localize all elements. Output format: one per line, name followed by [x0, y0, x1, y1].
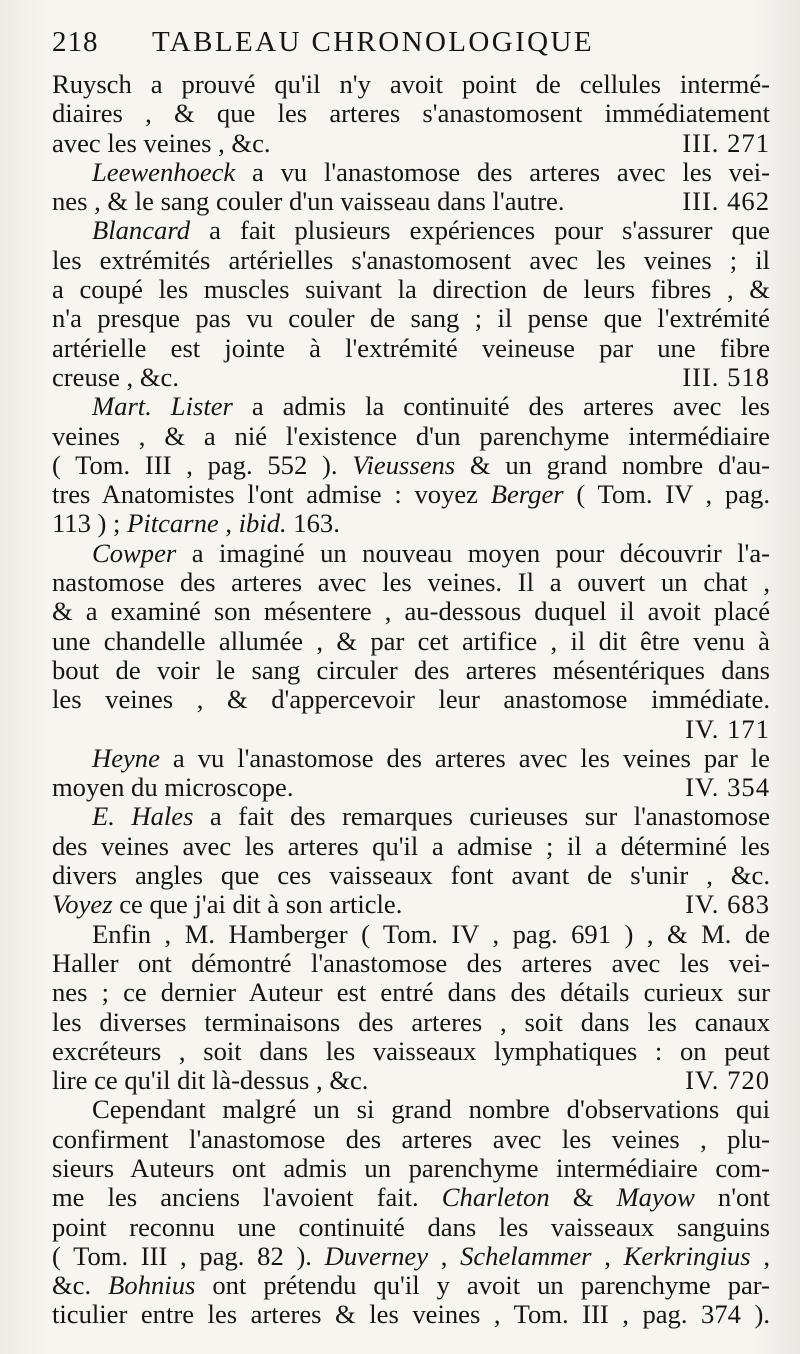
text-line — [52, 744, 770, 773]
text-line: une chandelle allumée , & par cet artifice , il dit être venu à — [52, 625, 770, 656]
paragraph-lister — [52, 392, 770, 538]
reference: IV. 171 — [685, 713, 770, 744]
line-text: , — [218, 508, 239, 539]
reference: III. 271 — [682, 127, 770, 158]
author-name: Bohnius — [108, 1270, 196, 1301]
voyez-word: Voyez — [52, 889, 113, 920]
text-line — [52, 1183, 770, 1212]
line-text: & — [549, 1182, 617, 1213]
line-text: , — [750, 1240, 770, 1271]
author-name: Mayow — [616, 1182, 695, 1213]
text-line — [52, 129, 770, 158]
text-line — [52, 187, 770, 216]
reference: IV. 720 — [685, 1065, 770, 1096]
text-line: bout de voir le sang circuler des arteres mésentériques dans — [52, 654, 770, 685]
paragraph-hales — [52, 802, 770, 919]
text-line: les veines , & d'appercevoir leur anastomose immédiate. — [52, 684, 770, 715]
author-name: Charleton — [441, 1182, 550, 1213]
line-text — [52, 890, 402, 919]
text-line — [52, 1242, 770, 1271]
text-line: Enfin , M. Hamberger ( Tom. IV , pag. 691 ) , & M. de — [92, 918, 770, 949]
paragraph-hamberger-haller — [52, 920, 770, 1096]
text-line — [52, 480, 770, 509]
line-text: & un grand nombre d'au- — [455, 449, 770, 480]
line-text — [52, 509, 340, 538]
text-line: n'a presque pas vu couler de sang ; il pense que l'extrémité — [52, 303, 770, 334]
line-text: a fait des remarques curieuses sur l'anastomose — [193, 801, 770, 832]
reference: III. 462 — [682, 186, 770, 217]
page-number: 218 — [52, 26, 99, 58]
author-name: E. Hales — [92, 801, 194, 832]
line-text: 163. — [286, 508, 340, 539]
text-line: des veines avec les arteres qu'il a admise ; il a déterminé les — [52, 830, 770, 861]
author-name: Schelammer — [460, 1240, 592, 1271]
author-name: Cowper — [92, 537, 177, 568]
text-line: sieurs Auteurs ont admis un parenchyme intermédiaire com- — [52, 1152, 770, 1183]
paragraph-ruysch — [52, 70, 770, 158]
line-text: ont prétendu qu'il y avoit un parenchyme par- — [195, 1270, 770, 1301]
line-text: , — [428, 1240, 461, 1271]
text-line — [52, 715, 770, 744]
text-line: Haller ont démontré l'anastomose des arteres avec les vei- — [52, 947, 770, 978]
text-line: divers angles que ces vaisseaux font avant de s'unir , &c. — [52, 860, 770, 891]
text-line: ticulier entre les arteres & les veines , Tom. III , pag. 374 ). — [52, 1299, 770, 1330]
body-text — [52, 70, 770, 1330]
line-text: a imaginé un nouveau moyen pour découvrir l'a- — [176, 537, 770, 568]
text-line — [52, 158, 770, 187]
text-line: point reconnu une continuité dans les vaisseaux sanguins — [52, 1211, 770, 1242]
author-name: Blancard — [92, 215, 190, 246]
paragraph-cowper — [52, 539, 770, 744]
text-line: & a examiné son mésentere , au-dessous duquel il avoit placé — [52, 596, 770, 627]
author-name: Duverney — [324, 1240, 429, 1271]
paragraph-cependant — [52, 1095, 770, 1329]
text-line: veines , & a nié l'existence d'un parenchyme intermédiaire — [52, 420, 770, 451]
text-line: a coupé les muscles suivant la direction de leurs fibres , & — [52, 274, 770, 305]
line-text: , — [591, 1240, 624, 1271]
line-text: lire ce qu'il dit là-dessus , &c. — [52, 1065, 369, 1096]
text-line — [52, 539, 770, 568]
reference: III. 518 — [682, 361, 770, 392]
line-text: a fait plusieurs expériences pour s'assurer que — [190, 215, 770, 246]
reference: IV. 354 — [685, 772, 770, 803]
author-name: Leewenhoeck — [92, 156, 236, 187]
line-text: ce que j'ai dit à son article. — [112, 889, 403, 920]
line-text: creuse , &c. — [52, 361, 179, 392]
line-text: ( Tom. III , pag. 82 ). — [52, 1240, 325, 1271]
reference: IV. 683 — [685, 889, 770, 920]
line-text: a vu l'anastomose des arteres avec les veines par le — [159, 742, 770, 773]
paragraph-leewenhoeck — [52, 158, 770, 217]
ibid-abbrev: ibid. — [238, 508, 287, 539]
text-line — [52, 1271, 770, 1300]
line-text: me les anciens l'avoient fait. — [52, 1182, 442, 1213]
line-text: moyen du microscope. — [52, 772, 294, 803]
text-line: les diverses terminaisons des arteres , soit dans les canaux — [52, 1006, 770, 1037]
author-name: Kerkringius — [623, 1240, 751, 1271]
line-text: ( Tom. IV , pag. — [563, 479, 770, 510]
text-line — [52, 216, 770, 245]
text-line — [52, 392, 770, 421]
author-name: Berger — [490, 479, 564, 510]
text-line — [52, 1066, 770, 1095]
text-line: nastomose des arteres avec les veines. Il a ouvert un chat , — [52, 567, 770, 598]
text-line — [52, 363, 770, 392]
text-line — [52, 773, 770, 802]
text-line: Cependant malgré un si grand nombre d'observations qui — [92, 1094, 770, 1125]
text-line — [52, 451, 770, 480]
line-text: a vu l'anastomose des arteres avec les vei- — [235, 156, 770, 187]
line-text: ( Tom. III , pag. 552 ). — [52, 449, 353, 480]
line-text: tres Anatomistes l'ont admise : voyez — [52, 479, 491, 510]
line-text: avec les veines , &c. — [52, 127, 271, 158]
text-line — [52, 890, 770, 919]
text-line: excréteurs , soit dans les vaisseaux lymphatiques : on peut — [52, 1035, 770, 1066]
author-name: Vieussens — [352, 449, 456, 480]
text-line: Ruysch a prouvé qu'il n'y avoit point de cellules intermé- — [52, 69, 770, 99]
line-text: nes , & le sang couler d'un vaisseau dans l'autre. — [52, 186, 565, 217]
line-text: a admis la continuité des arteres avec les — [232, 391, 770, 422]
paragraph-heyne — [52, 744, 770, 803]
page-header — [52, 26, 770, 70]
line-text: &c. — [52, 1270, 109, 1301]
text-line — [52, 509, 770, 538]
line-text: n'ont — [694, 1182, 770, 1213]
author-name: Pitcarne — [127, 508, 219, 539]
author-name: Heyne — [92, 742, 160, 773]
text-line: nes ; ce dernier Auteur est entré dans des détails curieux sur — [52, 977, 770, 1008]
paragraph-blancard — [52, 216, 770, 392]
line-text: 113 ) ; — [52, 508, 128, 539]
text-line: artérielle est jointe à l'extrémité veineuse par une fibre — [52, 332, 770, 363]
text-line: diaires , & que les arteres s'anastomosent immédiatement — [52, 98, 770, 129]
text-line: les extrémités artérielles s'anastomosent avec les veines ; il — [52, 244, 770, 275]
running-head: TABLEAU CHRONOLOGIQUE — [152, 26, 594, 58]
author-name: Mart. Lister — [92, 391, 233, 422]
text-line: confirment l'anastomose des arteres avec les veines , plu- — [52, 1123, 770, 1154]
text-line — [52, 802, 770, 831]
